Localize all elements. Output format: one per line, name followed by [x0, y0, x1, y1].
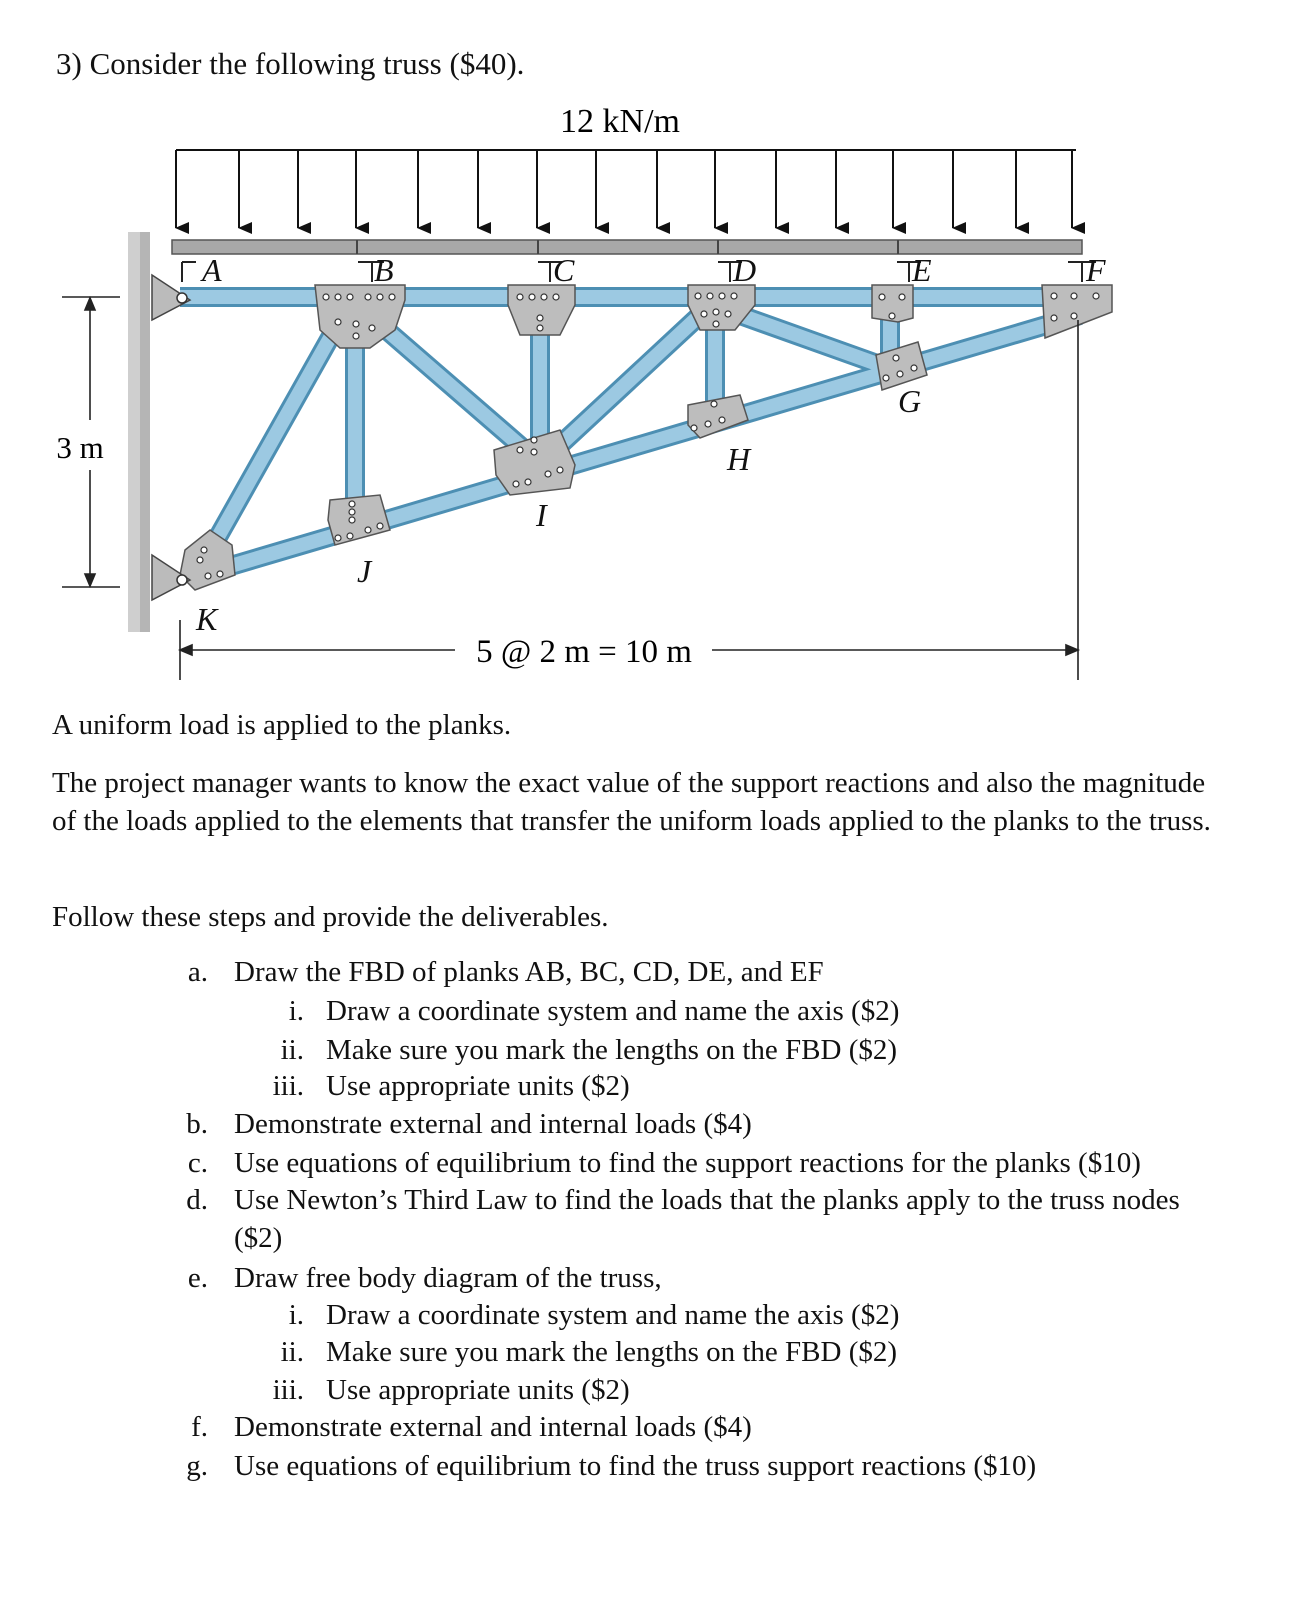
step-a-iii-text: Use appropriate units ($2)	[326, 1070, 630, 1102]
node-label-A: A	[202, 252, 222, 288]
step-e-ii-text: Make sure you mark the lengths on the FBD ($2)	[326, 1336, 898, 1368]
step-e-marker: e.	[187, 1262, 208, 1294]
step-e-i-marker: i.	[288, 1299, 304, 1331]
step-e-text: Draw free body diagram of the truss,	[234, 1262, 662, 1294]
question-title: 3) Consider the following truss ($40).	[56, 46, 525, 81]
span-label: 5 @ 2 m = 10 m	[476, 634, 692, 670]
step-g-marker: g.	[186, 1450, 208, 1482]
load-label: 12 kN/m	[560, 103, 680, 140]
paragraph-load: A uniform load is applied to the planks.	[52, 709, 512, 741]
step-d-continuation: ($2)	[234, 1222, 283, 1254]
step-c-marker: c.	[187, 1147, 208, 1179]
load-arrows	[176, 150, 1072, 228]
height-label: 3 m	[56, 430, 104, 465]
node-label-B: B	[374, 252, 394, 288]
step-c-text: Use equations of equilibrium to find the support reactions for the planks ($10)	[234, 1147, 1141, 1179]
step-a-marker: a.	[187, 956, 208, 988]
step-e-ii-marker: ii.	[280, 1336, 304, 1368]
step-e-iii-marker: iii.	[272, 1374, 304, 1406]
step-f-marker: f.	[191, 1411, 208, 1443]
step-a-text: Draw the FBD of planks AB, BC, CD, DE, and EF	[234, 956, 824, 988]
step-a-ii-marker: ii.	[280, 1034, 304, 1066]
step-a-ii-text: Make sure you mark the lengths on the FBD ($2)	[326, 1034, 898, 1066]
step-g-text: Use equations of equilibrium to find the truss support reactions ($10)	[234, 1450, 1037, 1482]
step-d-text: Use Newton’s Third Law to find the loads that the planks apply to the truss nodes	[234, 1184, 1180, 1216]
step-b-text: Demonstrate external and internal loads ($4)	[234, 1108, 752, 1140]
step-d-marker: d.	[186, 1184, 208, 1216]
paragraph-manager: The project manager wants to know the exact value of the support reactions and also the magnitude of the loads applied to the elements that transfer the uniform loads applied to the planks to the truss.	[52, 767, 1211, 837]
node-label-C: C	[553, 252, 575, 288]
node-label-H: H	[727, 441, 751, 477]
step-b-marker: b.	[186, 1108, 208, 1140]
step-e-i-text: Draw a coordinate system and name the axis ($2)	[326, 1299, 900, 1331]
node-label-G: G	[898, 383, 922, 419]
truss-figure	[0, 0, 1290, 700]
node-label-E: E	[912, 252, 932, 288]
planks	[172, 240, 1082, 254]
node-label-D: D	[733, 252, 757, 288]
paragraph-steps: Follow these steps and provide the deliverables.	[52, 901, 609, 933]
step-e-iii-text: Use appropriate units ($2)	[326, 1374, 630, 1406]
step-a-iii-marker: iii.	[272, 1070, 304, 1102]
support-A	[152, 275, 190, 320]
step-f-text: Demonstrate external and internal loads ($4)	[234, 1411, 752, 1443]
step-a-i-text: Draw a coordinate system and name the axis ($2)	[326, 995, 900, 1027]
node-label-K: K	[196, 601, 218, 637]
node-label-I: I	[536, 497, 547, 533]
node-label-F: F	[1086, 252, 1106, 288]
node-label-J: J	[357, 553, 372, 589]
step-a-i-marker: i.	[288, 995, 304, 1027]
